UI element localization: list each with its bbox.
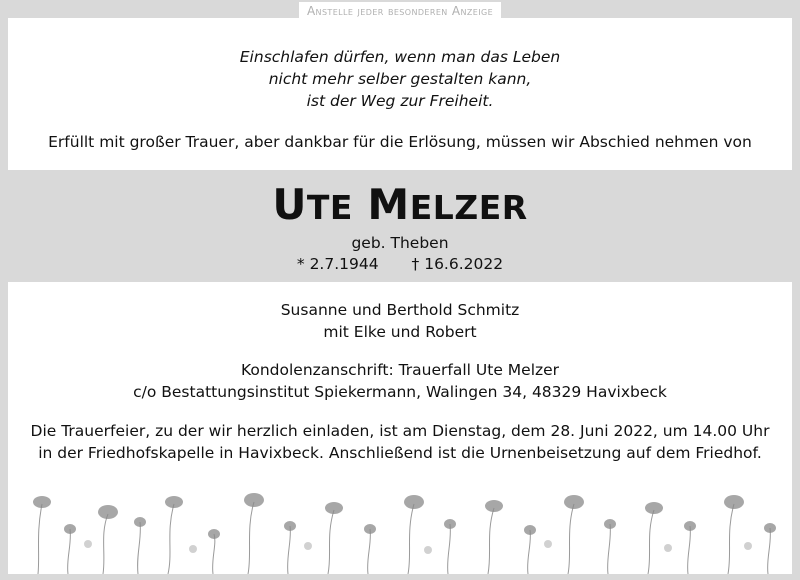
header-bar xyxy=(0,0,800,18)
condolence-line-2: c/o Bestattungsinstitut Spiekermann, Walingen 34, 48329 Havixbeck xyxy=(133,383,667,401)
condolence-line-1: Kondolenzanschrift: Trauerfall Ute Melzer xyxy=(240,361,560,379)
funeral-info xyxy=(8,420,792,464)
birth-date: * 2.7.1944 xyxy=(296,255,379,273)
first-name-rest: TE xyxy=(306,188,353,227)
intro-text: Erfüllt mit großer Trauer, aber dankbar für die Erlösung, müssen wir Abschied nehmen von xyxy=(48,133,752,151)
top-panel xyxy=(8,18,792,170)
birth-name: geb. Theben xyxy=(351,234,449,252)
mourners-line-1: Susanne und Berthold Schmitz xyxy=(280,301,520,319)
mourners xyxy=(8,299,792,343)
funeral-line-1: Die Trauerfeier, zu der wir herzlich einladen, ist am Dienstag, dem 28. Juni 2022, um 14.00 Uhr xyxy=(30,422,770,440)
poem-line-2: nicht mehr selber gestalten kann, xyxy=(268,70,532,88)
life-dates xyxy=(0,255,800,273)
death-date: † 16.6.2022 xyxy=(411,255,504,273)
last-name-rest: ELZER xyxy=(409,188,528,227)
mourners-line-2: mit Elke und Robert xyxy=(323,323,477,341)
condolence-address xyxy=(8,359,792,403)
meadow-flowers-illustration xyxy=(8,474,792,574)
last-name-initial: M xyxy=(367,180,410,229)
bottom-panel xyxy=(8,282,792,574)
first-name-initial: U xyxy=(272,180,307,229)
deceased-name xyxy=(0,180,800,229)
header-label: Anstelle jeder besonderen Anzeige xyxy=(299,2,501,20)
poem xyxy=(8,46,792,112)
poem-line-1: Einschlafen dürfen, wenn man das Leben xyxy=(239,48,561,66)
funeral-line-2: in der Friedhofskapelle in Havixbeck. Anschließend ist die Urnenbeisetzung auf dem Friedhof. xyxy=(38,444,762,462)
poem-line-3: ist der Weg zur Freiheit. xyxy=(306,92,494,110)
